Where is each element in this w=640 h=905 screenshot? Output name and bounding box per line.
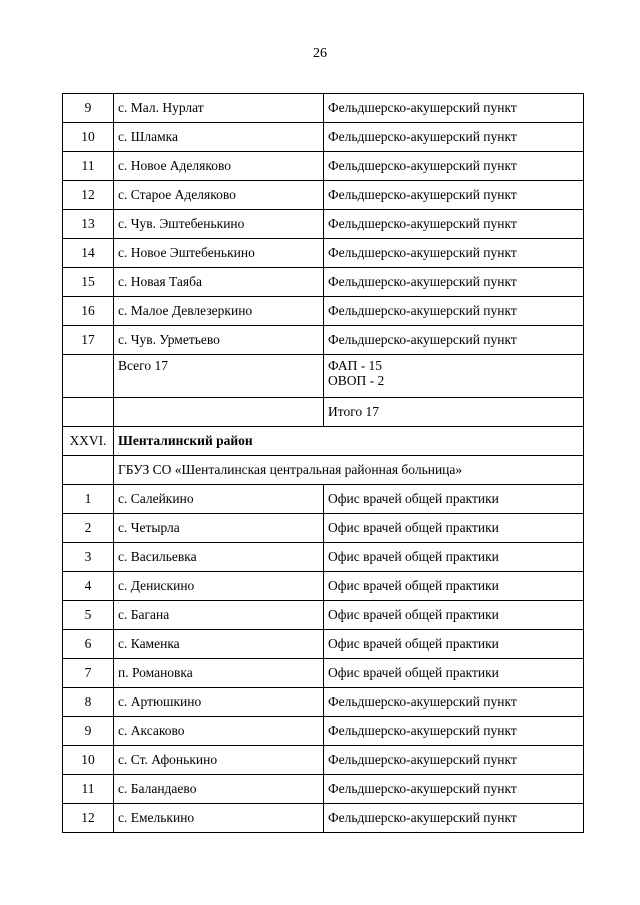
row-number: 1 <box>63 485 114 514</box>
empty-cell <box>114 398 324 427</box>
table-row <box>63 572 584 601</box>
row-number: 17 <box>63 326 114 355</box>
table-row <box>63 326 584 355</box>
facility-type: Фельдшерско-акушерский пункт <box>324 152 584 181</box>
row-number: 8 <box>63 688 114 717</box>
section-header-row <box>63 427 584 456</box>
summary-ovop: ОВОП - 2 <box>328 373 385 388</box>
empty-cell <box>63 456 114 485</box>
facility-type: Фельдшерско-акушерский пункт <box>324 94 584 123</box>
table-row <box>63 268 584 297</box>
row-number: 12 <box>63 804 114 833</box>
settlement-name: с. Салейкино <box>114 485 324 514</box>
facility-type: Офис врачей общей практики <box>324 485 584 514</box>
table-body-part1 <box>63 94 584 355</box>
facility-type: Фельдшерско-акушерский пункт <box>324 688 584 717</box>
table-row <box>63 152 584 181</box>
summary-total: Всего 17 <box>118 358 168 373</box>
table-row <box>63 543 584 572</box>
table-row <box>63 746 584 775</box>
row-number: 2 <box>63 514 114 543</box>
section-institution: ГБУЗ СО «Шенталинская центральная районная больница» <box>114 456 584 485</box>
summary-fap: ФАП - 15 <box>328 358 383 373</box>
row-number: 13 <box>63 210 114 239</box>
facility-type: Фельдшерско-акушерский пункт <box>324 210 584 239</box>
facility-type: Офис врачей общей практики <box>324 659 584 688</box>
table-row <box>63 239 584 268</box>
institution-row <box>63 456 584 485</box>
section-numeral: XXVI. <box>63 427 114 456</box>
summary-block <box>63 355 584 485</box>
facility-type: Офис врачей общей практики <box>324 572 584 601</box>
summary-num-cell <box>63 355 114 398</box>
settlement-name: с. Четырла <box>114 514 324 543</box>
settlement-name: с. Новое Аделяково <box>114 152 324 181</box>
settlement-name: с. Багана <box>114 601 324 630</box>
facility-type: Фельдшерско-акушерский пункт <box>324 181 584 210</box>
table-row <box>63 630 584 659</box>
table-row <box>63 514 584 543</box>
facility-type: Фельдшерско-акушерский пункт <box>324 326 584 355</box>
settlement-name: с. Шламка <box>114 123 324 152</box>
facility-type: Фельдшерско-акушерский пункт <box>324 804 584 833</box>
table-row <box>63 688 584 717</box>
empty-cell <box>63 398 114 427</box>
facility-type: Фельдшерско-акушерский пункт <box>324 239 584 268</box>
settlement-name: с. Денискино <box>114 572 324 601</box>
table-row <box>63 210 584 239</box>
table-row <box>63 485 584 514</box>
row-number: 10 <box>63 746 114 775</box>
table-row <box>63 601 584 630</box>
table-row <box>63 123 584 152</box>
facility-type: Офис врачей общей практики <box>324 630 584 659</box>
settlement-name: с. Артюшкино <box>114 688 324 717</box>
settlement-name: с. Мал. Нурлат <box>114 94 324 123</box>
facility-type: Фельдшерско-акушерский пункт <box>324 717 584 746</box>
row-number: 14 <box>63 239 114 268</box>
settlement-name: с. Баландаево <box>114 775 324 804</box>
facility-type: Фельдшерско-акушерский пункт <box>324 123 584 152</box>
row-number: 15 <box>63 268 114 297</box>
row-number: 4 <box>63 572 114 601</box>
table-row <box>63 181 584 210</box>
facility-type: Офис врачей общей практики <box>324 601 584 630</box>
table-row <box>63 717 584 746</box>
row-number: 11 <box>63 152 114 181</box>
facility-type: Фельдшерско-акушерский пункт <box>324 746 584 775</box>
row-number: 3 <box>63 543 114 572</box>
row-number: 12 <box>63 181 114 210</box>
row-number: 5 <box>63 601 114 630</box>
row-number: 9 <box>63 94 114 123</box>
settlement-name: с. Емелькино <box>114 804 324 833</box>
row-number: 6 <box>63 630 114 659</box>
facility-type: Фельдшерско-акушерский пункт <box>324 268 584 297</box>
summary-total-cell <box>114 355 324 398</box>
table-row <box>63 804 584 833</box>
settlement-name: с. Чув. Урметьево <box>114 326 324 355</box>
settlement-name: с. Ст. Афонькино <box>114 746 324 775</box>
table-row <box>63 775 584 804</box>
settlement-name: с. Чув. Эштебенькино <box>114 210 324 239</box>
table-row <box>63 398 584 427</box>
facility-type: Фельдшерско-акушерский пункт <box>324 297 584 326</box>
table-row <box>63 659 584 688</box>
summary-breakdown-cell <box>324 355 584 398</box>
summary-itogo: Итого 17 <box>324 398 584 427</box>
table-row <box>63 94 584 123</box>
settlement-name: с. Аксаково <box>114 717 324 746</box>
facilities-table <box>62 93 584 833</box>
settlement-name: с. Старое Аделяково <box>114 181 324 210</box>
row-number: 9 <box>63 717 114 746</box>
page-number: 26 <box>313 46 327 61</box>
row-number: 16 <box>63 297 114 326</box>
table-body-part2 <box>63 485 584 833</box>
settlement-name: с. Новое Эштебенькино <box>114 239 324 268</box>
settlement-name: с. Каменка <box>114 630 324 659</box>
facility-type: Фельдшерско-акушерский пункт <box>324 775 584 804</box>
settlement-name: с. Новая Таяба <box>114 268 324 297</box>
facility-type: Офис врачей общей практики <box>324 543 584 572</box>
settlement-name: с. Малое Девлезеркино <box>114 297 324 326</box>
settlement-name: с. Васильевка <box>114 543 324 572</box>
row-number: 11 <box>63 775 114 804</box>
table-row <box>63 297 584 326</box>
row-number: 10 <box>63 123 114 152</box>
row-number: 7 <box>63 659 114 688</box>
facility-type: Офис врачей общей практики <box>324 514 584 543</box>
section-district: Шенталинский район <box>114 427 584 456</box>
table-row <box>63 355 584 398</box>
settlement-name: п. Романовка <box>114 659 324 688</box>
